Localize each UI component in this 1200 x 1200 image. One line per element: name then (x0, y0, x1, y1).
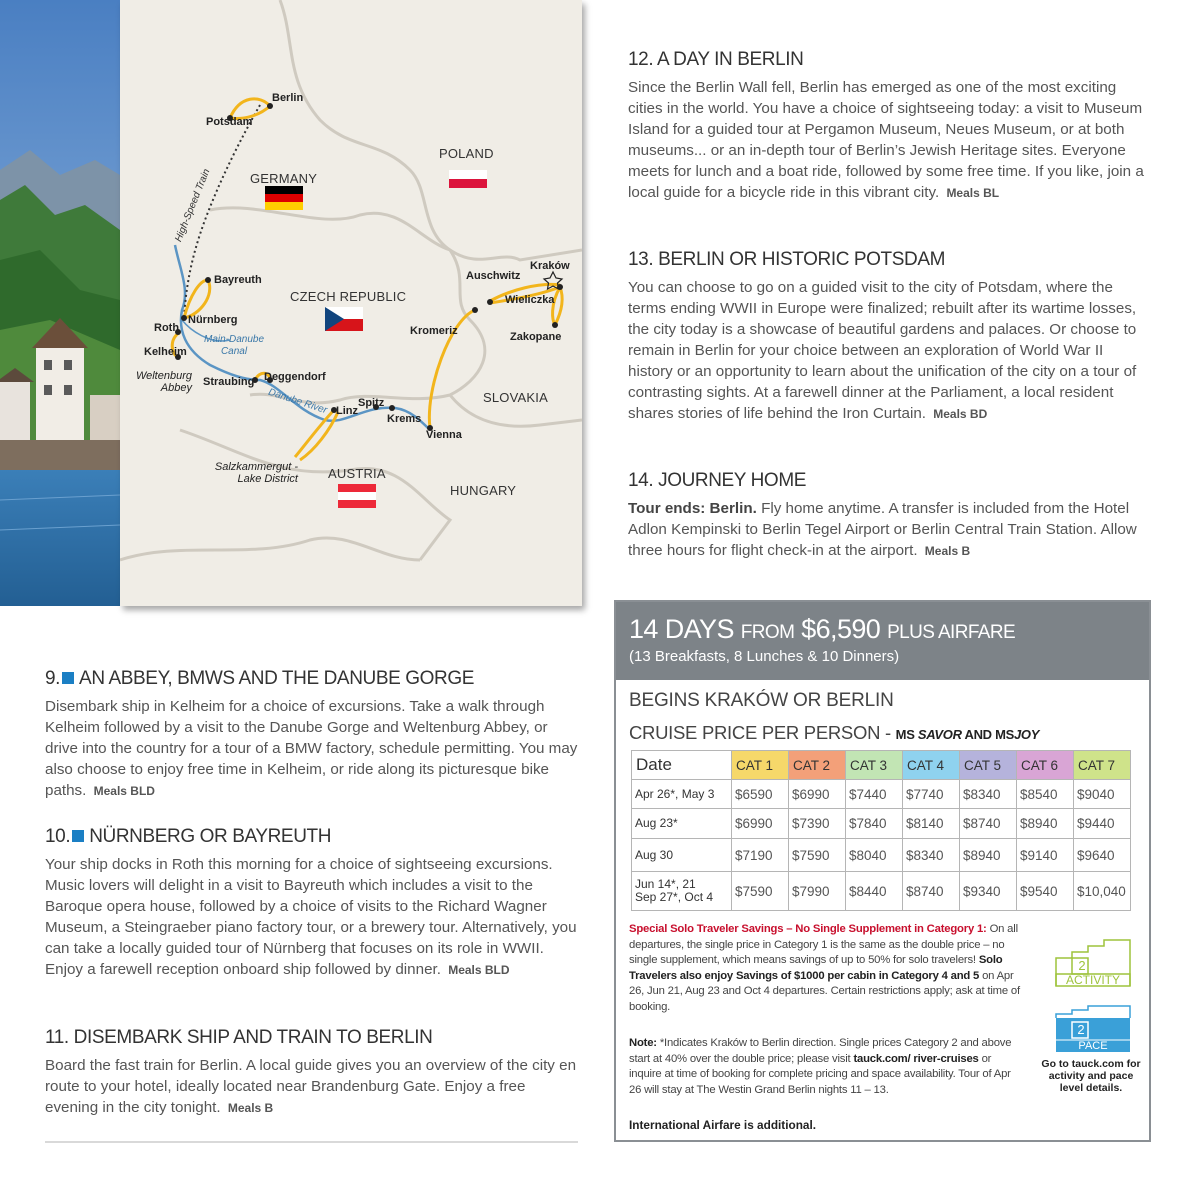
pricing-note (629, 1036, 1021, 1098)
day-13-body-text: You can choose to go on a guided visit to the city of Potsdam, where the terms ending WWII in Europe were finalized; rebuilt after its wartime losses, the city today is a showcase of beautiful gardens and palaces. Or choose to remain in Berlin for your choice between an exploration of World War II history or an opportunity to learn about the unification of the city on a tour of contrasting sights. At a farewell dinner at the Parliament, a local resident shares stories of life behind the Iron Curtain. (628, 279, 1137, 422)
landscape-photo (0, 0, 120, 606)
price-cell: $6590 (732, 780, 789, 809)
map-label-high-speed-train: High-Speed Train (173, 167, 213, 244)
pace-level-icon (1054, 1004, 1132, 1054)
row-date-line-2: Sep 27*, Oct 4 (635, 890, 714, 904)
price-cell: $9540 (1017, 872, 1074, 911)
country-germany: GERMANY (250, 171, 318, 186)
germany-flag (265, 186, 303, 210)
map-label-salzkammergut (200, 461, 298, 485)
day-10-meals: Meals BLD (448, 963, 510, 977)
row-date-line-1: Aug 30 (635, 847, 674, 862)
country-hungary: HUNGARY (450, 483, 517, 498)
salzkammergut-line-1: Salzkammergut - (214, 461, 298, 473)
note-text-1: *Indicates Kraków to Berlin direction. Single prices Category 2 and above start at 40% over the double price; please visit (629, 1037, 1012, 1065)
country-czech: CZECH REPUBLIC (290, 289, 407, 304)
day-10-body (45, 854, 580, 981)
map-label-wieliczka: Wieliczka (505, 294, 555, 306)
day-9-body-text: Disembark ship in Kelheim for a choice of excursions. Take a walk through Kelheim followed by a visit to the Danube Gorge and Weltenburg Abbey, or drive into the country for a tour of a BMW factory, schedule permitting. You may also choose to enjoy free time in Kelheim, or ride along its picturesque bike paths. (45, 698, 578, 799)
price-cell: $7190 (732, 839, 789, 872)
price-cell: $7840 (846, 809, 903, 839)
day-13-body (628, 277, 1148, 425)
row-date-line-1: Jun 14*, 21 (635, 877, 696, 891)
day-12-body (628, 77, 1148, 204)
map-label-kromeriz: Kromeriz (410, 325, 458, 337)
day-10-body-text: Your ship docks in Roth this morning for a choice of sightseeing excursions. Music lovers will delight in a visit to Bayreuth which includes a visit to the Baroque opera house, followed by a choice of visits to the Richard Wagner Museum, a Steingraeber piano factory tour, or a brewery tour. Alternatively, you can take a locally guided tour of Nürnberg that focuses on its role in WWII. Enjoy a farewell reception onboard ship followed by dinner. (45, 856, 577, 978)
price-cell: $7990 (789, 872, 846, 911)
table-row (632, 809, 1131, 839)
price-cell: $6990 (789, 780, 846, 809)
row-date (632, 872, 732, 911)
price-table-header (632, 751, 1131, 780)
cat-1-header: CAT 1 (732, 751, 789, 780)
day-9-number: 9. (45, 668, 61, 689)
map-label-potsdam: Potsdam (206, 116, 253, 128)
airfare-note: International Airfare is additional. (629, 1118, 817, 1132)
day-14-meals: Meals B (924, 544, 971, 558)
map-label-deggendorf: Deggendorf (264, 371, 326, 383)
price-cell: $9640 (1074, 839, 1131, 872)
map-label-vienna: Vienna (426, 429, 462, 441)
price-headline (629, 614, 1149, 645)
day-9-section (45, 668, 580, 802)
map-label-roth: Roth (154, 322, 180, 334)
price-cell: $8340 (960, 780, 1017, 809)
day-12-body-text: Since the Berlin Wall fell, Berlin has emerged as one of the most exciting cities in the world. You have a choice of sightseeing today: a visit to Museum Island for a guided tour at Pergamon Museum, Neues Museum, or at both museums... or an in-depth tour of Berlin’s Jewish Heritage sites. Everyone meets for lunch and a boat ride, followed by some free time. If you like, join a local guide for a bicycle ride in this vibrant city. (628, 79, 1144, 201)
price-cell: $7590 (789, 839, 846, 872)
price-from-label: FROM (740, 622, 795, 643)
note-label: Note: (629, 1037, 657, 1049)
price-cell: $6990 (732, 809, 789, 839)
price-cell: $8740 (960, 809, 1017, 839)
day-14-body-text: Fly home anytime. A transfer is included from the Hotel Adlon Kempinski to Berlin Tegel Airport or Berlin Central Train Station. Allow three hours for flight check-in at the airport. (628, 500, 1137, 559)
route-map (120, 0, 582, 606)
activity-marker-icon (62, 672, 74, 684)
cat-4-header: CAT 4 (903, 751, 960, 780)
price-cell: $9140 (1017, 839, 1074, 872)
day-10-title-text: NÜRNBERG OR BAYREUTH (89, 826, 332, 847)
day-9-title (45, 668, 580, 690)
meals-summary: (13 Breakfasts, 8 Lunches & 10 Dinners) (629, 648, 900, 665)
day-9-body (45, 696, 580, 802)
map-label-krems: Krems (387, 413, 422, 425)
ship-names (896, 727, 1039, 742)
cruise-title-text: CRUISE PRICE PER PERSON - (629, 722, 891, 743)
solo-text-2: on Apr 26, Jun 21, Aug 23 and Oct 4 departures. Certain restrictions apply; ask at time of booking. (629, 969, 1020, 1013)
day-10-section (45, 826, 580, 981)
price-cell: $8940 (960, 839, 1017, 872)
day-14-body (628, 498, 1148, 562)
date-column-header: Date (632, 751, 732, 780)
solo-traveler-savings (629, 922, 1021, 1016)
map-label-main-danube-canal (204, 334, 264, 358)
map-label-auschwitz: Auschwitz (466, 270, 521, 282)
row-date (632, 839, 732, 872)
price-cell: $7740 (903, 780, 960, 809)
map-label-berlin: Berlin (272, 92, 304, 104)
pace-caption: Go to tauck.com for activity and pace level details. (1041, 1058, 1141, 1094)
map-label-danube-river: Danube River (266, 386, 329, 417)
price-cell: $8940 (1017, 809, 1074, 839)
row-date (632, 780, 732, 809)
austria-flag (338, 484, 376, 508)
price-cell: $8340 (903, 839, 960, 872)
price-cell: $8540 (1017, 780, 1074, 809)
czech-flag (325, 307, 363, 331)
day-12-title: 12. A DAY IN BERLIN (628, 49, 804, 70)
canal-label-line-2: Canal (220, 346, 248, 357)
solo-text-1: On all departures, the single price in Category 1 is the same as the double price – no single supplement, which means savings of up to 50% for solo travelers! (629, 923, 1018, 967)
day-13-title: 13. BERLIN OR HISTORIC POTSDAM (628, 249, 946, 270)
table-row (632, 839, 1131, 872)
activity-marker-icon (72, 830, 84, 842)
begins-location: BEGINS KRAKÓW OR BERLIN (629, 690, 894, 711)
pace-level-number: 2 (1077, 1022, 1085, 1037)
price-cell: $9440 (1074, 809, 1131, 839)
row-date-line-1: Apr 26*, May 3 (635, 786, 715, 801)
price-cell: $8140 (903, 809, 960, 839)
day-11-body (45, 1055, 580, 1119)
cat-6-header: CAT 6 (1017, 751, 1074, 780)
price-cell: $7590 (732, 872, 789, 911)
cat-7-header: CAT 7 (1074, 751, 1131, 780)
day-14-section (628, 470, 1148, 562)
day-10-number: 10. (45, 826, 71, 847)
solo-bold: Solo Travelers also enjoy Savings of $1000 per cabin in Category 4 and 5 (629, 954, 1003, 982)
weltenburg-line-2: Abbey (160, 382, 192, 394)
note-text-2: or inquire at time of booking for complete pricing and space availability. Tour of Apr 26 will stay at The Westin Grand Berlin nights 11 – 13. (629, 1052, 1011, 1096)
ship-prefix-2: MS (995, 727, 1014, 742)
price-cell: $10,040 (1074, 872, 1131, 911)
poland-flag (449, 170, 487, 188)
map-label-nurnberg: Nürnberg (188, 314, 238, 326)
country-slovakia: SLOVAKIA (483, 390, 548, 405)
country-poland: POLAND (439, 146, 494, 161)
price-cell: $9340 (960, 872, 1017, 911)
day-14-title: 14. JOURNEY HOME (628, 470, 807, 491)
price-cell: $7390 (789, 809, 846, 839)
day-13-meals: Meals BD (933, 407, 988, 421)
price-cell: $8040 (846, 839, 903, 872)
map-label-straubing: Straubing (203, 376, 255, 388)
divider (45, 1141, 578, 1143)
weltenburg-line-1: Weltenburg (135, 370, 192, 382)
pricing-box (614, 600, 1151, 1142)
map-label-zakopane: Zakopane (510, 331, 562, 343)
map-label-kelheim: Kelheim (144, 346, 187, 358)
tauck-link[interactable]: tauck.com/ river-cruises (853, 1052, 979, 1065)
day-9-title-text: AN ABBEY, BMWS AND THE DANUBE GORGE (79, 668, 475, 689)
day-13-section (628, 249, 1148, 425)
table-row (632, 872, 1131, 911)
map-label-krakow: Kraków (530, 260, 570, 272)
country-austria: AUSTRIA (328, 466, 386, 481)
row-date-line-1: Aug 23* (635, 816, 678, 830)
salzkammergut-line-2: Lake District (237, 473, 298, 485)
activity-level-icon (1054, 938, 1132, 988)
map-label-weltenburg-abbey (128, 370, 192, 394)
day-10-title (45, 826, 580, 848)
activity-label: ACTIVITY (1065, 973, 1120, 987)
row-date (632, 809, 732, 839)
starting-price: $6,590 (801, 614, 881, 644)
pace-label: PACE (1078, 1040, 1108, 1052)
map-label-linz: Linz (336, 405, 358, 417)
cat-3-header: CAT 3 (846, 751, 903, 780)
price-cell: $9040 (1074, 780, 1131, 809)
price-cell: $8740 (903, 872, 960, 911)
cat-5-header: CAT 5 (960, 751, 1017, 780)
canal-label-line-1: Main-Danube (204, 334, 265, 345)
day-9-meals: Meals BLD (93, 784, 155, 798)
map-label-spitz: Spitz (358, 397, 385, 409)
price-header (616, 602, 1149, 680)
table-row (632, 780, 1131, 809)
day-12-meals: Meals BL (946, 186, 1000, 200)
day-11-title: 11. DISEMBARK SHIP AND TRAIN TO BERLIN (45, 1027, 433, 1048)
ship-prefix-1: MS (895, 727, 915, 742)
activity-level-number: 2 (1078, 958, 1086, 973)
ship-name-1: SAVOR (917, 727, 962, 742)
day-12-section (628, 49, 1148, 204)
price-table (631, 750, 1131, 911)
map-label-bayreuth: Bayreuth (214, 274, 262, 286)
ship-and: AND (964, 727, 992, 742)
day-11-meals: Meals B (227, 1101, 274, 1115)
cruise-price-title (629, 722, 1039, 744)
price-cell: $8440 (846, 872, 903, 911)
plus-airfare-label: PLUS AIRFARE (887, 622, 1016, 643)
day-14-lead: Tour ends: Berlin. (628, 500, 757, 517)
cat-2-header: CAT 2 (789, 751, 846, 780)
solo-heading: Special Solo Traveler Savings – No Single Supplement in Category 1: (629, 923, 987, 935)
price-cell: $7440 (846, 780, 903, 809)
tour-length: 14 DAYS (629, 614, 734, 644)
ship-name-2: JOY (1013, 727, 1040, 742)
day-11-body-text: Board the fast train for Berlin. A local guide gives you an overview of the city en route to your hotel, ideally located near Brandenburg Gate. Enjoy a free evening in the city tonight. (45, 1057, 577, 1116)
day-11-section (45, 1027, 580, 1119)
